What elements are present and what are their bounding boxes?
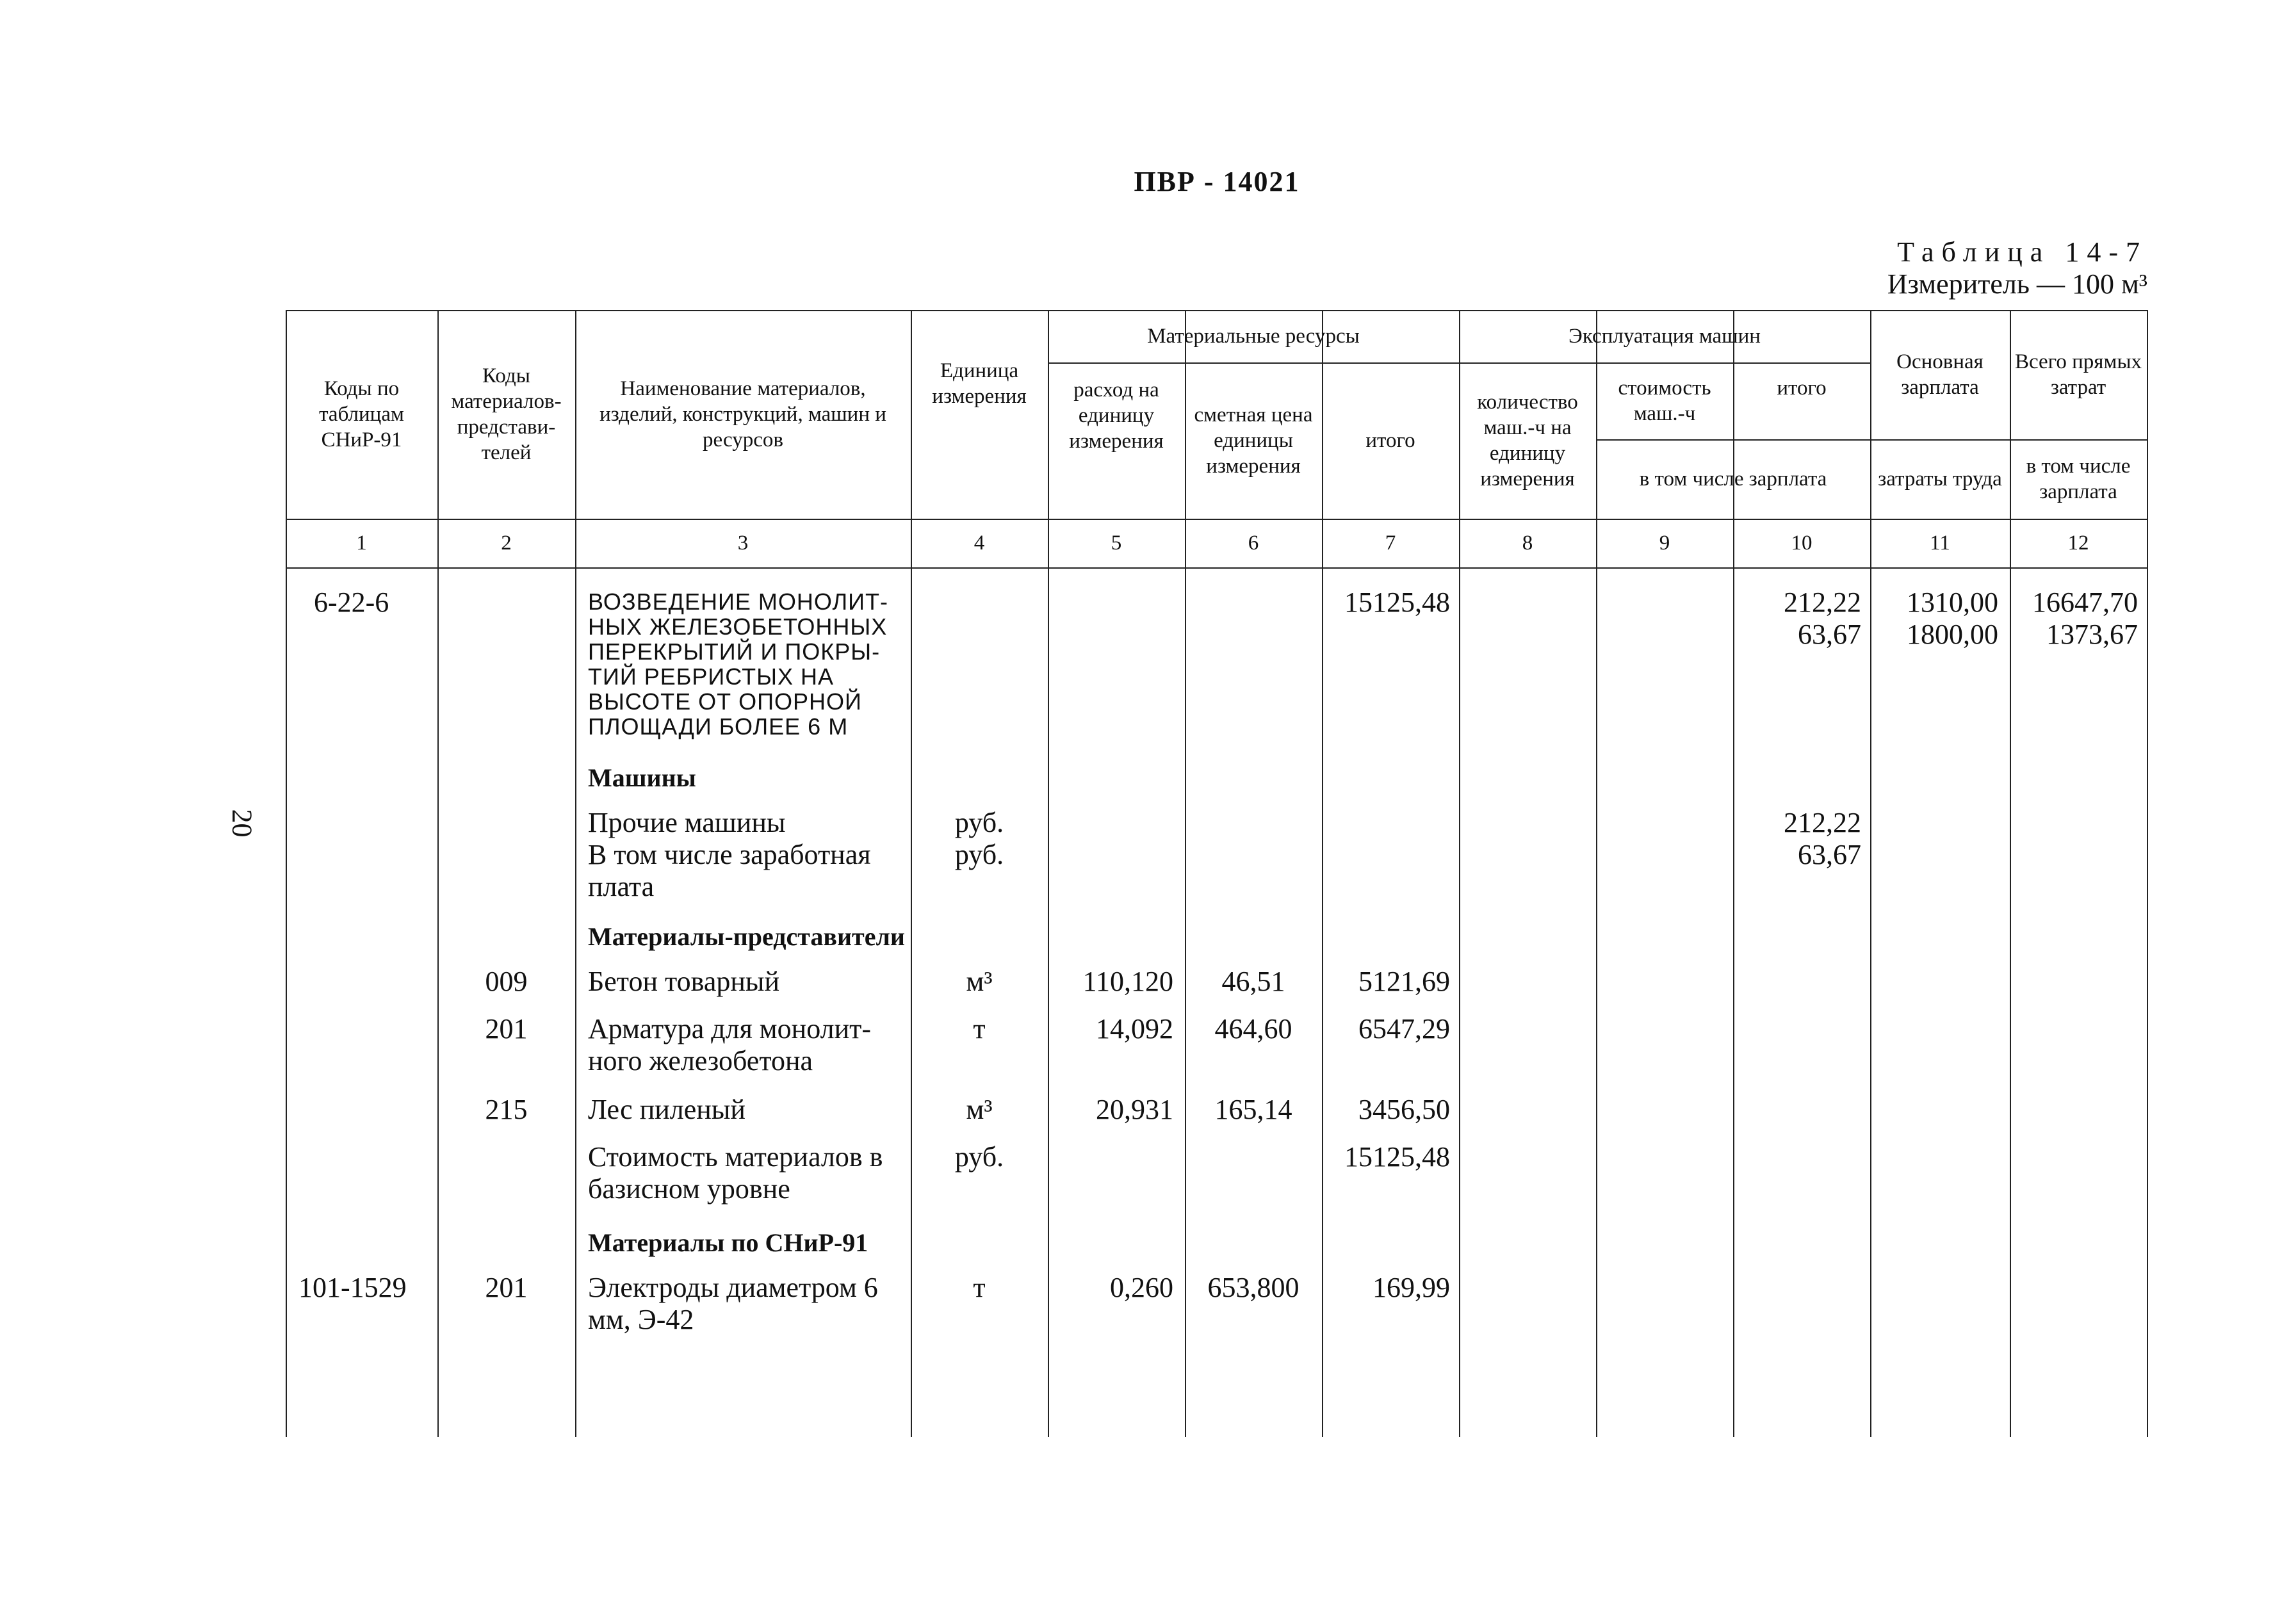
- header-base-salary: Основная зарплата: [1896, 350, 1984, 399]
- header-material-resources: Материальные ресурсы: [1147, 325, 1360, 348]
- timber-unit: м³: [966, 1094, 993, 1125]
- header-labor: затраты труда: [1878, 467, 2002, 491]
- main-direct-total: 16647,70: [2032, 587, 2138, 618]
- col-number: 1: [356, 532, 367, 555]
- col-border: [911, 310, 912, 1437]
- main-materials-total: 15125,48: [1344, 587, 1450, 618]
- col-number: 6: [1248, 532, 1259, 555]
- concrete-qty: 110,120: [1082, 966, 1173, 997]
- main-direct-salary: 1373,67: [2046, 619, 2138, 650]
- electrodes-code: 201: [485, 1272, 528, 1303]
- col-border: [1048, 310, 1049, 1437]
- rebar-name: Арматура для монолит-ного железобетона: [588, 1013, 871, 1076]
- col-number: 10: [1791, 532, 1813, 555]
- salary-incl-unit: руб.: [954, 839, 1004, 870]
- concrete-price: 46,51: [1221, 966, 1285, 997]
- materials-cost-unit: руб.: [954, 1141, 1004, 1173]
- electrodes-unit: т: [973, 1272, 986, 1303]
- main-name: ВОЗВЕДЕНИЕ МОНОЛИТ-НЫХ ЖЕЛЕЗОБЕТОННЫХ ПЕРЕКРЫТИЙ И ПОКРЫ-ТИЙ РЕБРИСТЫХ НА ВЫСОТЕ ОТ ОПОРНОЙ ПЛОЩАДИ БОЛЕЕ 6 М: [588, 589, 888, 740]
- main-code: 6-22-6: [314, 587, 389, 618]
- col-number: 5: [1111, 532, 1122, 555]
- timber-code: 215: [485, 1094, 528, 1125]
- header-machines-salary: в том числе зарплата: [1639, 467, 1827, 491]
- col-number: 9: [1659, 532, 1670, 555]
- col-border: [2147, 310, 2148, 1437]
- col-number: 7: [1385, 532, 1396, 555]
- col-number: 8: [1522, 532, 1533, 555]
- header-direct-salary: в том числе зарплата: [2026, 455, 2131, 503]
- main-machines-total: 212,22: [1784, 587, 1861, 618]
- col-number: 2: [501, 532, 512, 555]
- other-machines-name: Прочие машины: [588, 807, 786, 838]
- electrodes-qty: 0,260: [1110, 1272, 1173, 1303]
- header-snir-codes: Коды по таблицам СНиР-91: [319, 377, 404, 451]
- electrodes-name: Электроды диаметром 6 мм, Э-42: [588, 1272, 878, 1335]
- electrodes-snir-code: 101-1529: [298, 1272, 407, 1303]
- header-name: Наименование материалов, изделий, конструкций, машин и ресурсов: [599, 377, 886, 451]
- header-direct-costs: Всего прямых затрат: [2014, 350, 2142, 399]
- rebar-qty: 14,092: [1096, 1013, 1173, 1044]
- main-base-salary: 1310,00: [1907, 587, 1998, 618]
- materials-cost-total: 15125,48: [1344, 1141, 1450, 1173]
- header-consumption: расход на единицу измерения: [1069, 378, 1164, 453]
- section-representatives: Материалы-представители: [588, 922, 905, 951]
- header-material-codes: Коды материалов-представи-телей: [451, 364, 562, 464]
- concrete-name: Бетон товарный: [588, 966, 780, 997]
- electrodes-total: 169,99: [1373, 1272, 1450, 1303]
- materials-cost-name: Стоимость материалов в базисном уровне: [588, 1141, 883, 1205]
- rebar-code: 201: [485, 1013, 528, 1044]
- rebar-unit: т: [973, 1013, 986, 1044]
- timber-total: 3456,50: [1358, 1094, 1450, 1125]
- col-number: 11: [1930, 532, 1950, 555]
- page-number: 20: [226, 809, 258, 838]
- other-machines-unit: руб.: [954, 807, 1004, 838]
- timber-qty: 20,931: [1096, 1094, 1173, 1125]
- row-border: [286, 567, 2148, 569]
- other-machines-value: 212,22: [1784, 807, 1861, 838]
- concrete-unit: м³: [966, 966, 993, 997]
- rebar-total: 6547,29: [1358, 1013, 1450, 1044]
- estimate-table: [286, 310, 2148, 1437]
- timber-name: Лес пиленый: [588, 1094, 745, 1125]
- salary-incl-name: В том числе заработная плата: [588, 839, 871, 902]
- concrete-code: 009: [485, 966, 528, 997]
- doc-code: ПВР - 14021: [1134, 166, 1300, 197]
- table-label: Таблица 14-7: [1897, 236, 2147, 268]
- header-machine-operation: Эксплуатация машин: [1568, 325, 1761, 348]
- measure-label: Измеритель — 100 м³: [1887, 268, 2147, 300]
- salary-incl-value: 63,67: [1798, 839, 1861, 870]
- header-unit-price: сметная цена единицы измерения: [1194, 403, 1313, 478]
- section-machines: Машины: [588, 763, 696, 792]
- col-number: 3: [737, 532, 749, 555]
- timber-price: 165,14: [1214, 1094, 1292, 1125]
- header-machine-hour-cost: стоимость маш.-ч: [1618, 377, 1711, 425]
- col-number: 12: [2067, 532, 2089, 555]
- main-labor: 1800,00: [1907, 619, 1998, 650]
- electrodes-price: 653,800: [1207, 1272, 1299, 1303]
- rebar-price: 464,60: [1214, 1013, 1292, 1044]
- section-snir-materials: Материалы по СНиР-91: [588, 1228, 868, 1257]
- header-unit: Единица измерения: [932, 359, 1027, 408]
- header-machine-hours: количество маш.-ч на единицу измерения: [1477, 391, 1578, 491]
- main-machines-salary: 63,67: [1798, 619, 1861, 650]
- header-materials-total: итого: [1365, 429, 1415, 452]
- concrete-total: 5121,69: [1358, 966, 1450, 997]
- header-machines-total: итого: [1777, 377, 1827, 400]
- col-number: 4: [974, 532, 985, 555]
